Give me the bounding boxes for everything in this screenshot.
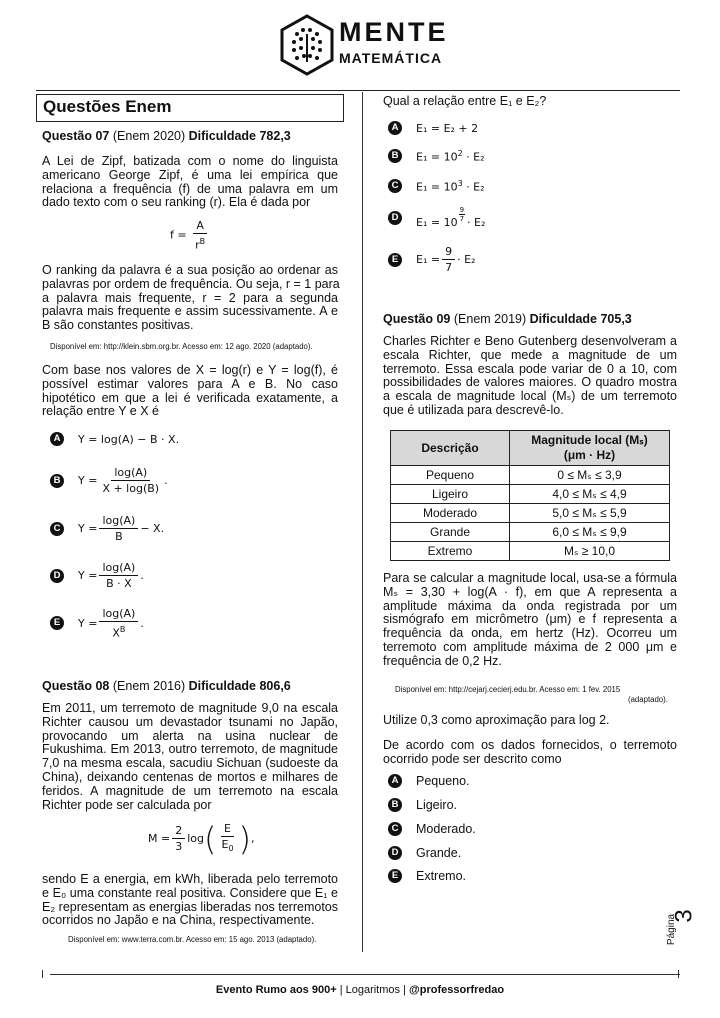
q09-number: Questão 09 <box>383 312 451 326</box>
q09-after-line: amplitude máxima da onda registrada por um <box>383 598 677 613</box>
q09-source: (Enem 2019) <box>453 312 527 326</box>
q09-hint: Utilize 0,3 como aproximação para log 2. <box>383 713 610 727</box>
option-den: B · X <box>106 577 132 590</box>
q07-after-line: B são constantes positivas. <box>42 318 194 333</box>
option-den: X <box>112 626 120 640</box>
q09-intro <box>383 335 677 418</box>
formula-log: log <box>187 832 204 846</box>
q08-option-a[interactable] <box>388 121 478 135</box>
option-text: E₁ = E₂ + 2 <box>416 121 479 135</box>
option-letter-badge: D <box>50 569 64 583</box>
option-tail: · E₂ <box>466 180 485 194</box>
option-text: Ligeiro. <box>416 798 457 812</box>
footer-handle: @professorfredao <box>409 984 505 996</box>
q08-source: (Enem 2016) <box>112 679 186 693</box>
option-text: Extremo. <box>416 869 467 883</box>
formula-den: r <box>195 238 200 252</box>
section-heading <box>36 94 344 122</box>
q09-option-e[interactable] <box>388 869 466 883</box>
table-header-desc: Descrição <box>391 431 510 466</box>
formula-tail: , <box>251 832 255 846</box>
q08-intro-line: Fukushima. Em 2013, outro terremoto, de magnitude <box>42 742 338 757</box>
header-mag-unit: (μm · Hz) <box>563 448 616 462</box>
option-exp: 2 <box>457 149 463 158</box>
q07-after-line: a palavra mais frequente, r = 2 para a segunda <box>42 290 338 305</box>
q08-intro-line: Richter pode ser calculada por <box>42 797 212 812</box>
option-text: Pequeno. <box>416 774 470 788</box>
option-base: E₁ = 10 <box>416 216 458 229</box>
formula-den-exp: B <box>199 237 206 246</box>
q08-number: Questão 08 <box>42 679 110 693</box>
q07-number: Questão 07 <box>42 129 110 143</box>
q09-after-line: terremoto com amplitude máxima de 2 000 μm e <box>383 639 677 654</box>
q07-after-line: palavra mais frequente e assim sucessivamente. A e <box>42 304 338 319</box>
q08-difficulty: Dificuldade 806,6 <box>188 679 291 693</box>
q08-intro-line: China), deixando centenas de mortos e milhares de <box>42 769 338 784</box>
q09-intro-line: escala Richter, que mede a magnitude de um <box>383 347 677 362</box>
row-range: 4,0 ≤ Mₛ ≤ 4,9 <box>510 485 670 504</box>
q09-after-line: Mₛ = 3,30 + log(A · f), em que A representa a <box>383 584 677 599</box>
q09-intro-line: Charles Richter e Beno Gutenberg desenvolveram a <box>383 334 677 348</box>
q07-option-a[interactable] <box>50 432 179 446</box>
footer-separator: | <box>339 984 343 996</box>
top-rule <box>36 90 680 91</box>
q07-after <box>42 264 338 333</box>
option-text: Y = log(A) − B · X. <box>78 432 180 446</box>
option-letter-badge: D <box>388 846 402 860</box>
q07-question-line: Com base nos valores de X = log(r) e Y = log(f), é <box>42 363 338 377</box>
q07-question <box>42 364 338 419</box>
option-tail: · E₂ <box>466 150 485 164</box>
q08-option-c[interactable] <box>388 179 485 194</box>
q08-citation: Disponível em: www.terra.com.br. Acesso em: 15 ago. 2013 (adaptado). <box>68 935 317 944</box>
q07-option-b[interactable] <box>50 466 168 495</box>
option-letter-badge: A <box>388 774 402 788</box>
q09-citation: Disponível em: http://cejarj.cecierj.edu.br. Acesso em: 1 fev. 2015 <box>395 685 621 694</box>
option-num: 9 <box>442 245 455 260</box>
q08-intro <box>42 702 338 812</box>
q08-header <box>42 679 291 693</box>
option-den: B <box>115 530 123 543</box>
q07-option-d[interactable] <box>50 561 144 590</box>
q09-option-d[interactable] <box>388 846 461 860</box>
option-letter-badge: D <box>388 211 402 225</box>
q09-after-line: frequência de 0,2 Hz. <box>383 653 502 668</box>
table-header-mag <box>510 431 670 466</box>
footer <box>0 984 720 996</box>
formula-num: E <box>221 822 234 837</box>
row-range: 6,0 ≤ Mₛ ≤ 9,9 <box>510 523 670 542</box>
option-base: E₁ = 10 <box>416 180 458 194</box>
row-desc: Grande <box>391 523 510 542</box>
footer-tick-right <box>678 970 679 978</box>
option-text: Grande. <box>416 846 462 860</box>
q09-after-line: frequência da onda, em hertz (Hz). Ocorreu um <box>383 626 677 641</box>
table-row <box>391 504 670 523</box>
table-row <box>391 485 670 504</box>
row-range: Mₛ ≥ 10,0 <box>510 542 670 561</box>
page-number-value: 3 <box>670 909 698 923</box>
column-separator <box>362 92 363 952</box>
q07-citation: Disponível em: http://klein.sbm.org.br. Acesso em: 12 ago. 2020 (adaptado). <box>50 342 313 351</box>
footer-event: Evento Rumo aos 900+ <box>215 984 337 996</box>
option-lhs: E₁ = <box>416 253 441 266</box>
logo <box>279 14 449 76</box>
option-lhs: Y = <box>78 474 98 487</box>
q07-intro <box>42 155 338 210</box>
q09-header <box>383 312 632 326</box>
q07-source: (Enem 2020) <box>112 129 186 143</box>
footer-tick-left <box>42 970 43 978</box>
option-exp-num: 9 <box>459 206 465 214</box>
table-row <box>391 466 670 485</box>
option-tail: . <box>140 569 144 582</box>
option-num: log(A) <box>99 607 138 622</box>
option-den: X + log(B) <box>102 482 160 495</box>
q08-after-line: e E₀ uma constante real positiva. Considere que E₁ e <box>42 885 338 900</box>
table-header-row <box>391 431 670 466</box>
option-tail: · E₂ <box>457 253 476 266</box>
option-lhs: Y = <box>78 616 98 630</box>
magnitude-table <box>390 430 670 561</box>
option-letter-badge: C <box>50 522 64 536</box>
q07-intro-line: A Lei de Zipf, batizada com o nome do linguista <box>42 154 338 168</box>
q08-after-line: E₂ representam as energias liberadas nos terremotos <box>42 899 338 914</box>
row-desc: Moderado <box>391 504 510 523</box>
q07-option-c[interactable] <box>50 514 164 543</box>
footer-rule <box>50 974 680 975</box>
option-tail: . <box>140 616 144 630</box>
option-lhs: Y = <box>78 569 98 582</box>
page-number <box>666 900 710 970</box>
q09-difficulty: Dificuldade 705,3 <box>529 312 632 326</box>
q07-after-line: O ranking da palavra é a sua posição ao ordenar as <box>42 263 338 277</box>
q08-question: Qual a relação entre E₁ e E₂? <box>383 94 547 108</box>
q08-formula: M = $\frac{2}{3}$ log ( $\frac{E}{E_0}$ ) , <box>148 819 255 858</box>
option-num: log(A) <box>99 561 138 576</box>
q08-intro-line: Richter causou um devastador tsunami no Japão, <box>42 714 338 729</box>
q07-question-line: hipotético em que a lei é verificada exatamente, a <box>42 390 338 405</box>
row-range: 0 ≤ Mₛ ≤ 3,9 <box>510 466 670 485</box>
page-label: Página <box>666 913 678 946</box>
option-num: log(A) <box>99 514 138 529</box>
q07-option-e[interactable] <box>50 607 144 640</box>
q09-intro-line: terremoto. Essa escala pode variar de 0 a 10, com <box>383 361 677 376</box>
q08-after <box>42 873 338 928</box>
formula-coef-num: 2 <box>172 824 185 839</box>
q08-option-b[interactable] <box>388 149 485 164</box>
q09-intro-line: possibilidades de valores maiores. O quadro mostra <box>383 375 677 390</box>
header-mag-label: Magnitude local (Mₛ) <box>531 433 648 447</box>
q07-question-line: relação entre Y e X é <box>42 404 159 419</box>
logo-subtitle: MATEMÁTICA <box>339 50 443 66</box>
brain-hexagon-icon <box>279 14 335 76</box>
q07-after-line: palavras por ordem de frequência. Ou seja, r = 1 para <box>42 276 340 291</box>
option-tail: . <box>164 474 168 487</box>
formula-num: A <box>193 219 207 234</box>
option-num: log(A) <box>111 466 150 481</box>
q07-header <box>42 129 291 143</box>
option-letter-badge: B <box>388 149 402 163</box>
q07-difficulty: Dificuldade 782,3 <box>188 129 291 143</box>
q07-formula <box>170 219 210 252</box>
formula-den: E <box>221 838 229 851</box>
option-letter-badge: E <box>388 253 402 267</box>
option-exp-den: 7 <box>459 215 465 223</box>
q08-after-line: sendo E a energia, em kWh, liberada pelo terremoto <box>42 872 338 886</box>
q07-intro-line: dado texto com o seu ranking (r). Ela é dada por <box>42 195 311 210</box>
q09-question-line: De acordo com os dados fornecidos, o terremoto <box>383 738 677 752</box>
option-letter-badge: A <box>388 121 402 135</box>
footer-separator: | <box>403 984 406 996</box>
option-den-exp: B <box>119 625 126 634</box>
formula-lhs: M = <box>148 832 171 846</box>
q08-intro-line: feridos. A magnitude de um terremoto na escala <box>42 783 338 798</box>
q09-intro-line: que é utilizada para descrevê-lo. <box>383 402 564 417</box>
q09-after-line: sismógrafo em micrômetro (μm) e f representa a <box>383 612 677 627</box>
table-row <box>391 542 670 561</box>
option-text: Moderado. <box>416 822 476 836</box>
q07-intro-line: americano George Zipf, é uma lei empírica que <box>42 167 338 182</box>
option-letter-badge: E <box>50 616 64 630</box>
q09-citation-tail: (adaptado). <box>628 695 668 704</box>
option-letter-badge: B <box>388 798 402 812</box>
q09-option-c[interactable] <box>388 822 476 836</box>
formula-lhs: f = <box>170 228 187 242</box>
table-row <box>391 523 670 542</box>
q09-after-line: Para se calcular a magnitude local, usa-se a fórmula <box>383 571 677 585</box>
formula-den-sub: 0 <box>228 844 234 854</box>
row-desc: Ligeiro <box>391 485 510 504</box>
option-letter-badge: C <box>388 822 402 836</box>
option-tail: − X. <box>140 522 165 535</box>
q09-question-line: ocorrido pode ser descrito como <box>383 751 562 766</box>
option-letter-badge: E <box>388 869 402 883</box>
logo-title: MENTE <box>339 17 449 47</box>
q07-intro-line: relaciona a frequência (f) de uma palavra em um <box>42 181 338 196</box>
row-range: 5,0 ≤ Mₛ ≤ 5,9 <box>510 504 670 523</box>
q08-intro-line: 7,0 na mesma escala, sacudiu Sichuan (sudoeste da <box>42 756 338 771</box>
q09-option-b[interactable] <box>388 798 457 812</box>
q08-intro-line: Em 2011, um terremoto de magnitude 9,0 na escala <box>42 701 338 715</box>
section-title: Questões Enem <box>43 97 172 116</box>
q08-intro-line: provocando um alerta na usina nuclear de <box>42 728 338 743</box>
option-base: E₁ = 10 <box>416 150 458 164</box>
option-lhs: Y = <box>78 522 98 535</box>
footer-topic: Logaritmos <box>345 984 401 996</box>
option-letter-badge: B <box>50 474 64 488</box>
q08-after-line: ocorridos no Japão e na China, respectivamente. <box>42 913 315 928</box>
q09-intro-line: a escala de magnitude local (Mₛ) de um terremoto <box>383 389 677 404</box>
option-letter-badge: C <box>388 179 402 193</box>
option-letter-badge: A <box>50 432 64 446</box>
q09-question <box>383 739 677 767</box>
formula-coef-den: 3 <box>175 840 183 854</box>
q08-option-d[interactable] <box>388 206 485 229</box>
option-exp: 3 <box>457 179 463 188</box>
q09-after <box>383 572 677 669</box>
q07-question-line: possível estimar valores para A e B. No caso <box>42 376 338 391</box>
row-desc: Pequeno <box>391 466 510 485</box>
row-desc: Extremo <box>391 542 510 561</box>
option-den: 7 <box>445 261 453 274</box>
option-tail: · E₂ <box>467 216 486 229</box>
q08-option-e[interactable] <box>388 245 475 274</box>
q09-option-a[interactable] <box>388 774 470 788</box>
